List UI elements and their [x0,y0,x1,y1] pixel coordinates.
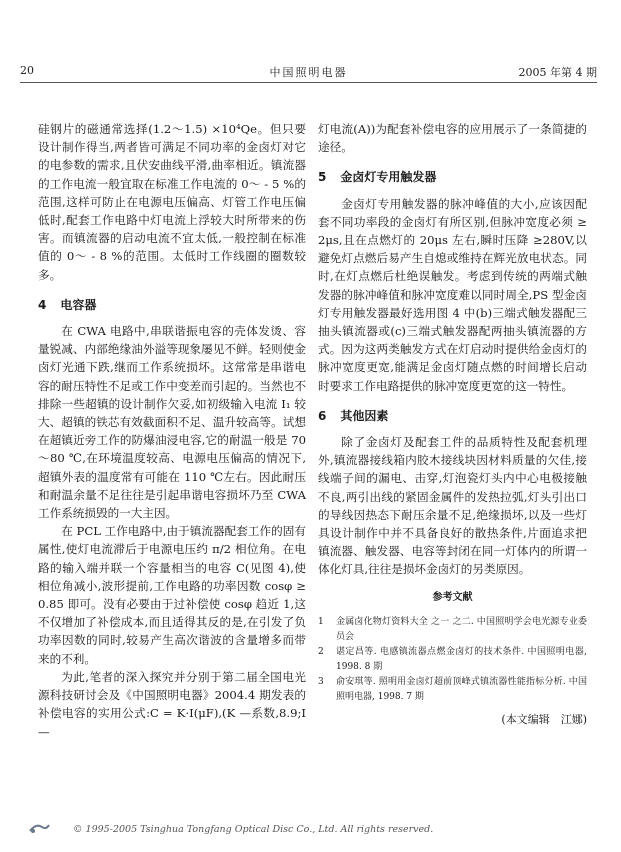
tongfang-logo-icon [28,822,50,834]
references-title: 参考文献 [432,591,473,603]
reference-item [318,615,587,645]
section-5-heading [318,168,587,186]
continued-paragraph: 硅钢片的磁通常选择(1.2～1.5) ×10⁴Qe。但只要设计制作得当,两者皆可满足不同功率的金卤灯对它的电参数的需求,且伏安曲线平滑,曲率相近。镇流器的工作电流一般宜取在标准工作电流的 0～ - 5 %的范围,这样可防止在电源电压偏高、灯管工作电压偏低时,配套工作电路中灯电流上浮较大时所带来的伤害。而镇流器的启动电流不宜太低,一般控制在标准值的 0～ - 8 %的范围。太低时工作线圈的圈数较多。 [38,122,306,282]
reference-list [318,615,587,705]
section-number: 4 [38,297,47,312]
reference-number: 2 [318,646,324,657]
right-column [318,120,587,729]
reference-number: 1 [318,616,324,627]
reference-item [318,675,587,705]
issue-number: 2005 年第 4 期 [518,66,597,79]
continued-paragraph: 灯电流(A))为配套补偿电容的应用展示了一条简捷的途径。 [318,122,587,155]
body-paragraph: 金卤灯专用触发器的脉冲峰值的大小,应该因配套不同功率段的金卤灯有所区别,但脉冲宽度必须 ≥ 2μs,且在点燃灯的 20μs 左右,瞬时压降 ≥280V,以避免灯点燃后易产生自熄或维持在辉光放电状态。同时,在灯点燃后杜绝误触发。考虑到传统的两端式触发器的脉冲峰值和脉冲宽度难以同时周全,PS 型金卤灯专用触发器最好选用图 4 中(b)三端式触发器配三抽头镇流器或(c)三端式触发器配两抽头镇流器的方式。因为这两类触发方式在灯启动时提供给金卤灯的脉冲宽度更宽,能满足金卤灯随点燃的时间增长启动时要求工作电路提供的脉冲宽度更宽的这一特性。 [318,196,587,393]
reference-text: 俞安琪等. 照明用金卤灯超前顶峰式镇流器性能指标分析. 中国照明电器, 1998. 7 期 [336,676,587,702]
reference-number: 3 [318,676,324,687]
reference-item [318,645,587,675]
section-number: 6 [318,408,327,423]
body-paragraph: 为此,笔者的深入探究并分别于第二届全国电光源科技研讨会及《中国照明电器》2004.4 期发表的补偿电容的实用公式:C = K·I(μF),(K —系数,8.9;I — [38,669,306,739]
header-rule [20,82,597,83]
section-6-heading [318,407,587,425]
copyright-text: © 1995-2005 Tsinghua Tongfang Optical Disc Co., Ltd. All rights reserved. [73,824,434,835]
left-column [38,120,306,741]
body-paragraph: 除了金卤灯及配套工件的品质特性及配套机理外,镇流器接线箱内胶木接线块因材料质量的欠佳,接线端子间的漏电、击穿,灯泡瓷灯头内中心电极接触不良,两引出线的紧固金属件的发热拉弧,灯头引出口的导线因热态下耐压余量不足,绝缘损坏,以及一些灯具设计制作中并不具备良好的散热条件,片面追求把镇流器、触发器、电容等封闭在同一灯体内的所谓一体化灯具,往往是损坏金卤灯的另类原因。 [318,435,587,577]
page-number: 20 [20,64,34,77]
body-paragraph: 在 PCL 工作电路中,由于镇流器配套工作的固有属性,使灯电流滞后于电源电压约 π/2 相位角。在电路的输入端并联一个容量相当的电容 C(见图 4),使相位角减小,波形提前,工作电路的功率因数 cosφ ≥ 0.85 即可。没有必要由于过补偿使 cosφ 趋近 1,这不仅增加了补偿成本,而且适得其反的是,在引发了负功率因数的同时,较易产生高次谐波的含量增多而带来的不利。 [38,524,306,666]
section-title: 电容器 [60,297,97,312]
reference-text: 金属卤化物灯资料大全 之一 之二. 中国照明学会电光源专业委员会 [336,616,587,642]
reference-text: 谌定昌等. 电感镇流器点燃金卤灯的技术条件. 中国照明电器, 1998. 8 期 [336,646,587,672]
section-4-heading [38,296,306,314]
running-header [20,64,597,80]
copyright-footer [28,822,433,835]
body-paragraph: 在 CWA 电路中,串联谐振电容的壳体发烫、容量锐减、内部绝缘油外溢等现象屡见不鲜。轻则使金卤灯光通下跌,继而工作系统损坏。这常常是串谐电容的耐压特性不足或工作中变差而引起的。当然也不排除一些超镇的设计制作欠妥,如初级输入电流 I₁ 较大、超镇的铁芯有效截面积不足、温升较高等。试想在超镇近旁工作的防爆油浸电容,它的耐温一般是 70～80 ℃,在环境温度较高、电源电压偏高的情况下,超镇外表的温度常有可能在 110 ℃左右。因此耐压和耐温余量不足往往是引起串谐电容损坏乃至 CWA 工作系统损毁的一大主因。 [38,324,306,521]
section-title: 其他因素 [340,408,389,423]
section-number: 5 [318,170,327,185]
editor-note: (本文编辑 江娜) [501,712,587,726]
section-title: 金卤灯专用触发器 [340,170,437,185]
journal-name: 中国照明电器 [269,66,348,79]
